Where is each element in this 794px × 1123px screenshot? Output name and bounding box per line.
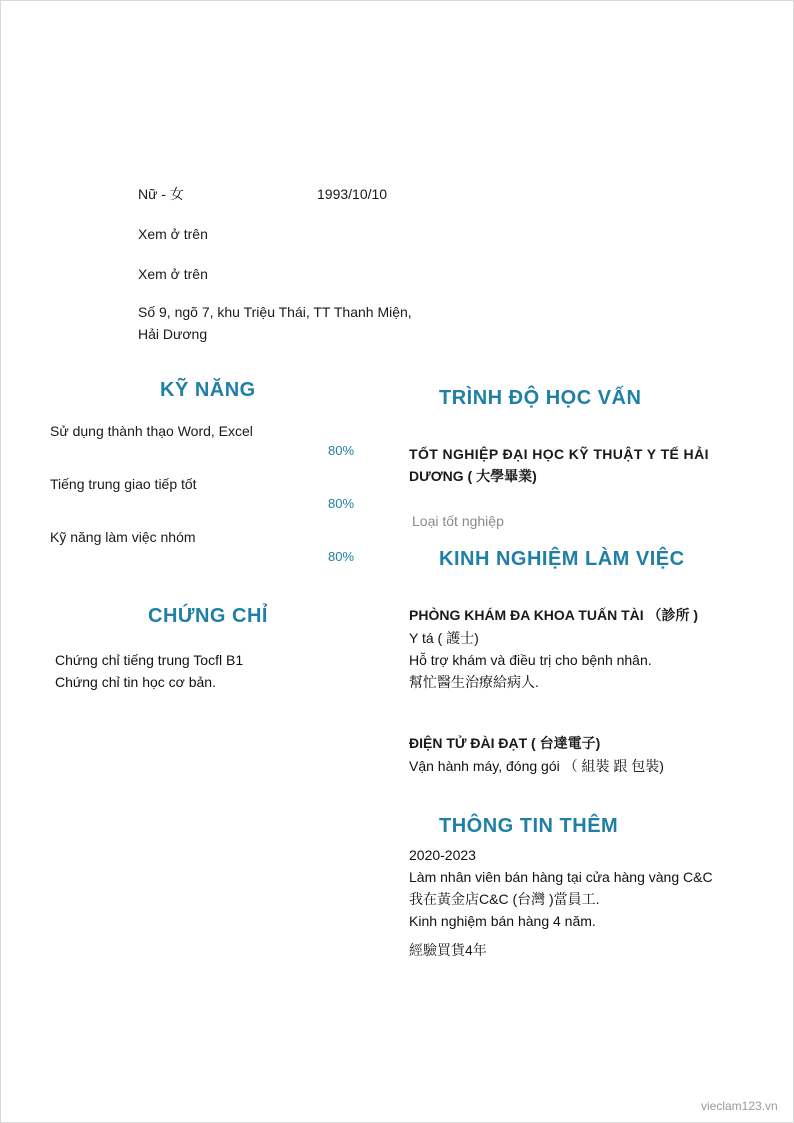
personal-line-3: Xem ở trên: [138, 266, 208, 282]
certificates-list: [55, 649, 243, 693]
additional-line: Kinh nghiệm bán hàng 4 năm.: [409, 913, 596, 929]
skills-heading: KỸ NĂNG: [160, 379, 256, 401]
certificate-item: Chứng chỉ tin học cơ bản.: [55, 674, 216, 690]
skill-label: Tiếng trung giao tiếp tốt: [50, 476, 197, 492]
job-company: ĐIỆN TỬ ĐÀI ĐẠT ( 台達電子): [409, 735, 601, 751]
job-detail-line: Vận hành máy, đóng gói （ 組裝 跟 包裝): [409, 758, 664, 774]
job-detail-line: Hỗ trợ khám và điều trị cho bệnh nhân.: [409, 652, 652, 668]
job-details: [409, 627, 652, 693]
skill-percent: 80%: [328, 549, 355, 564]
skill-percent: 80%: [328, 443, 355, 458]
skill-label: Sử dụng thành thạo Word, Excel: [50, 423, 253, 439]
additional-line: 2020-2023: [409, 847, 476, 863]
address-line-1: Số 9, ngõ 7, khu Triệu Thái, TT Thanh Miện,: [138, 304, 412, 320]
job-detail-line: Y tá ( 護士): [409, 630, 479, 646]
address-line-2: Hải Dương: [138, 326, 208, 342]
birthdate-value: 1993/10/10: [317, 186, 388, 202]
experience-heading: KINH NGHIỆM LÀM VIỆC: [439, 548, 685, 570]
job-detail-line: 幫忙醫生治療給病人.: [409, 674, 539, 690]
school-name-line-2: DƯƠNG ( 大學畢業): [409, 468, 537, 484]
job-details: [409, 755, 664, 777]
additional-details: [409, 844, 713, 932]
gender-value: Nữ - 女: [138, 186, 184, 202]
footer-watermark: vieclam123.vn: [701, 1099, 778, 1113]
additional-line: 我在黃金店C&C (台灣 )當員工.: [409, 891, 600, 907]
certificates-heading: CHỨNG CHỈ: [148, 605, 268, 627]
job-company: PHÒNG KHÁM ĐA KHOA TUẤN TÀI （診所 ): [409, 607, 699, 623]
education-heading: TRÌNH ĐỘ HỌC VẤN: [439, 387, 642, 409]
school-name-line-1: TỐT NGHIỆP ĐẠI HỌC KỸ THUẬT Y TẾ HẢI: [409, 446, 709, 462]
skill-percent: 80%: [328, 496, 355, 511]
skill-label: Kỹ năng làm việc nhóm: [50, 529, 196, 545]
additional-heading: THÔNG TIN THÊM: [439, 815, 619, 837]
additional-line: Làm nhân viên bán hàng tại cửa hàng vàng C&C: [409, 869, 713, 885]
additional-last-line: 經驗買貨4年: [409, 942, 487, 958]
graduation-grade: Loại tốt nghiệp: [412, 513, 504, 529]
certificate-item: Chứng chỉ tiếng trung Tocfl B1: [55, 652, 244, 668]
personal-line-2: Xem ở trên: [138, 226, 208, 242]
